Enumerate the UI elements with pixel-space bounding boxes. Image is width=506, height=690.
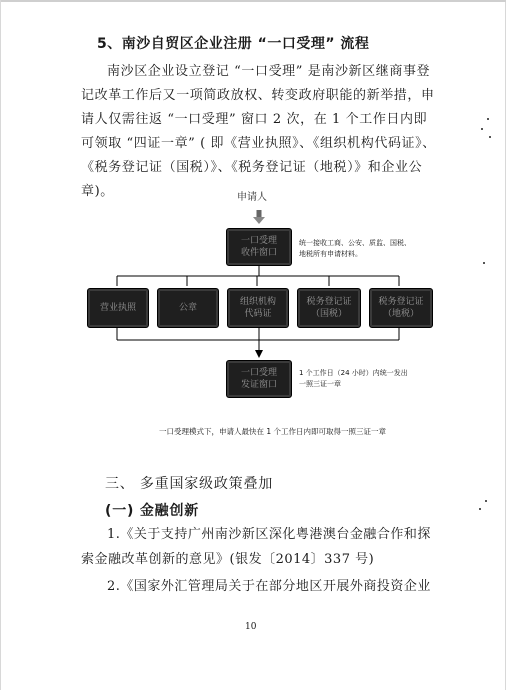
- intro-paragraph: 南沙区企业设立登记 “一口受理” 是南沙新区继商事登记改革工作后又一项简政放权、转变政府职能的新举措，申请人仅需往返 “一口受理” 窗口 2 次，在 1 个工作日内即可领取 “四证一章” ( 即《营业执照》、《组织机构代码证》、《税务登记证（国税）》、《税务登记证（地税）》和企业公章)。: [81, 64, 436, 199]
- top-border: [1, 0, 506, 2]
- scan-speck: [487, 118, 489, 120]
- output-box-seal: 公章: [157, 288, 219, 328]
- issuing-window-box: 一口受理 发证窗口: [226, 360, 292, 398]
- list-item: 1.《关于支持广州南沙新区深化粤港澳台金融合作和探索金融改革创新的意见》(银发〔2014〕337 号): [81, 527, 431, 567]
- scan-speck: [479, 508, 481, 510]
- output-box-license: 营业执照: [87, 288, 149, 328]
- output-note: 1 个工作日（24 小时）内统一发出一照三证一章: [299, 369, 408, 388]
- page-number: 10: [245, 622, 257, 632]
- collect-note: 统一接收工商、公安、质监、国税、地税所有申请材料。: [299, 239, 411, 258]
- subsection-heading: (一) 金融创新: [105, 503, 200, 519]
- section-heading: 5、南沙自贸区企业注册 “一口受理” 流程: [97, 36, 370, 52]
- scan-speck: [485, 500, 487, 502]
- scan-speck: [489, 136, 491, 138]
- scan-speck: [481, 128, 483, 130]
- section-three-heading: 三、 多重国家级政策叠加: [105, 476, 274, 492]
- flowchart-caption: 一口受理模式下，申请人最快在 1 个工作日内即可取得一照三证一章: [159, 427, 387, 436]
- list-item: 2.《国家外汇管理局关于在部分地区开展外商投资企业: [107, 579, 431, 594]
- output-box-org-code: 组织机构 代码证: [227, 288, 289, 328]
- output-box-local-tax: 税务登记证 （地税）: [369, 288, 433, 328]
- output-box-national-tax: 税务登记证 （国税）: [297, 288, 361, 328]
- applicant-label: 申请人: [237, 192, 267, 203]
- flowchart: [81, 182, 441, 452]
- scan-speck: [483, 262, 485, 264]
- receiving-window-box: 一口受理 收件窗口: [226, 228, 292, 266]
